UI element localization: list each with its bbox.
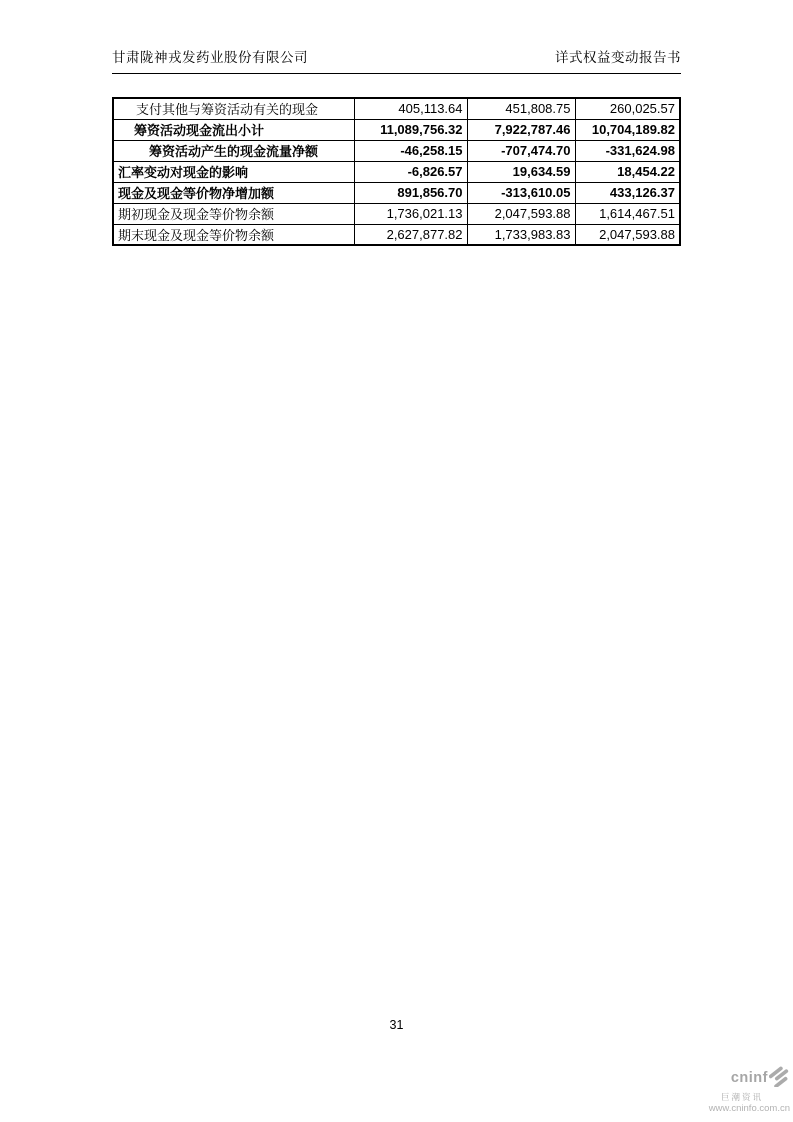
value-cell: 2,047,593.88 [467,203,575,224]
value-cell: 1,736,021.13 [354,203,467,224]
value-cell: 1,733,983.83 [467,224,575,245]
logo-cn-text: 巨潮资讯 [720,1091,763,1102]
value-cell: -46,258.15 [354,140,467,161]
row-label-cell: 现金及现金等价物净增加额 [113,182,354,203]
value-cell: 18,454.22 [575,161,680,182]
table-row [113,182,680,203]
value-cell: 2,627,877.82 [354,224,467,245]
page-header [112,46,681,74]
cashflow-table [112,97,681,246]
value-cell: -313,610.05 [467,182,575,203]
value-cell: 891,856.70 [354,182,467,203]
table-row [113,224,680,245]
table-row [113,119,680,140]
header-company-name: 甘肃陇神戎发药业股份有限公司 [112,50,308,65]
row-label-cell: 期末现金及现金等价物余额 [113,224,354,245]
row-label-cell: 期初现金及现金等价物余额 [113,203,354,224]
row-label-cell: 筹资活动现金流出小计 [113,119,354,140]
table-row [113,203,680,224]
value-cell: 433,126.37 [575,182,680,203]
value-cell: 1,614,467.51 [575,203,680,224]
logo-brand-row [700,1066,790,1092]
row-label-cell: 支付其他与筹资活动有关的现金 [113,98,354,119]
row-label-cell: 筹资活动产生的现金流量净额 [113,140,354,161]
value-cell: 405,113.64 [354,98,467,119]
page-number: 31 [389,1018,404,1032]
value-cell: 451,808.75 [467,98,575,119]
value-cell: -331,624.98 [575,140,680,161]
row-label-cell: 汇率变动对现金的影响 [113,161,354,182]
value-cell: -6,826.57 [354,161,467,182]
value-cell: 260,025.57 [575,98,680,119]
cashflow-table-body [113,98,680,245]
table-row [113,98,680,119]
value-cell: 19,634.59 [467,161,575,182]
value-cell: 7,922,787.46 [467,119,575,140]
header-report-title: 详式权益变动报告书 [555,50,681,65]
logo-brand-text: cninf [730,1069,768,1086]
cninfo-logo [700,1066,790,1114]
value-cell: 11,089,756.32 [354,119,467,140]
cninfo-swirl-icon [769,1066,790,1092]
logo-url-text: www.cninfo.com.cn [708,1102,790,1114]
value-cell: 10,704,189.82 [575,119,680,140]
value-cell: -707,474.70 [467,140,575,161]
value-cell: 2,047,593.88 [575,224,680,245]
table-row [113,140,680,161]
table-row [113,161,680,182]
